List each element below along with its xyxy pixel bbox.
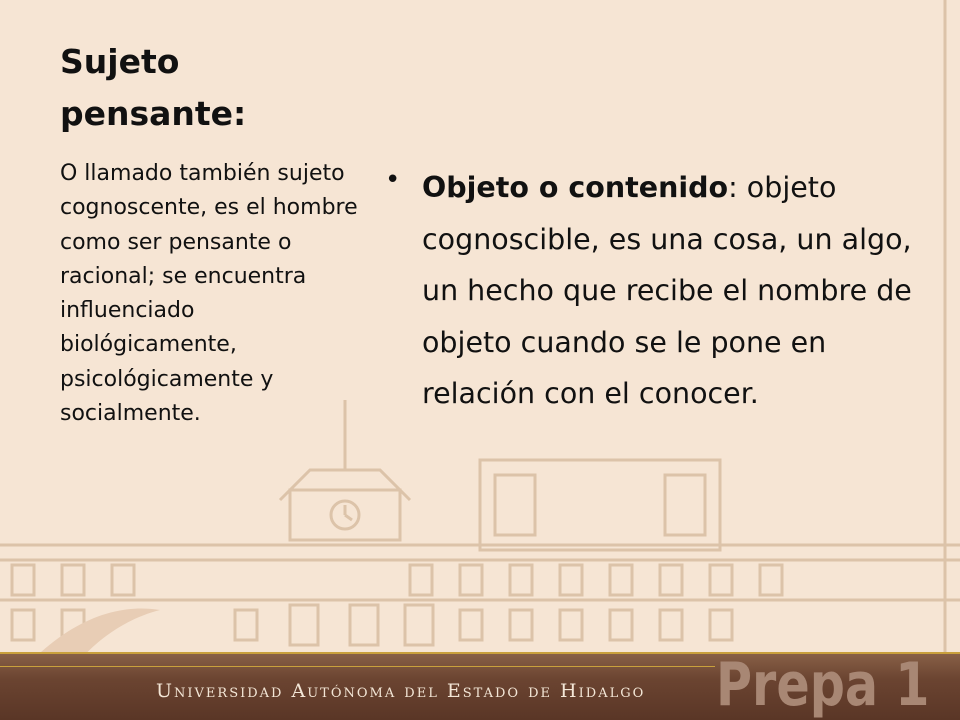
left-body: O llamado también sujeto cognoscente, es el hombre como ser pensante o racional; se encuentra influenciado biológicamente, psicológicamente y socialmente. [60,161,358,427]
left-title: Sujeto pensante: [60,42,247,133]
right-colon: : [728,171,747,204]
footer-mid-line [0,666,715,667]
prepa-logo-text: Prepa 1 [716,650,930,720]
university-name: Universidad Autónoma del Estado de Hidalgo [156,680,646,702]
bullet-marker: • [385,165,401,195]
right-body: objeto cognoscible, es una cosa, un algo, un hecho que recibe el nombre de objeto cuando se le pone en relación con el conocer. [422,171,912,410]
right-term: Objeto o contenido [422,171,729,204]
right-paragraph [422,162,942,420]
